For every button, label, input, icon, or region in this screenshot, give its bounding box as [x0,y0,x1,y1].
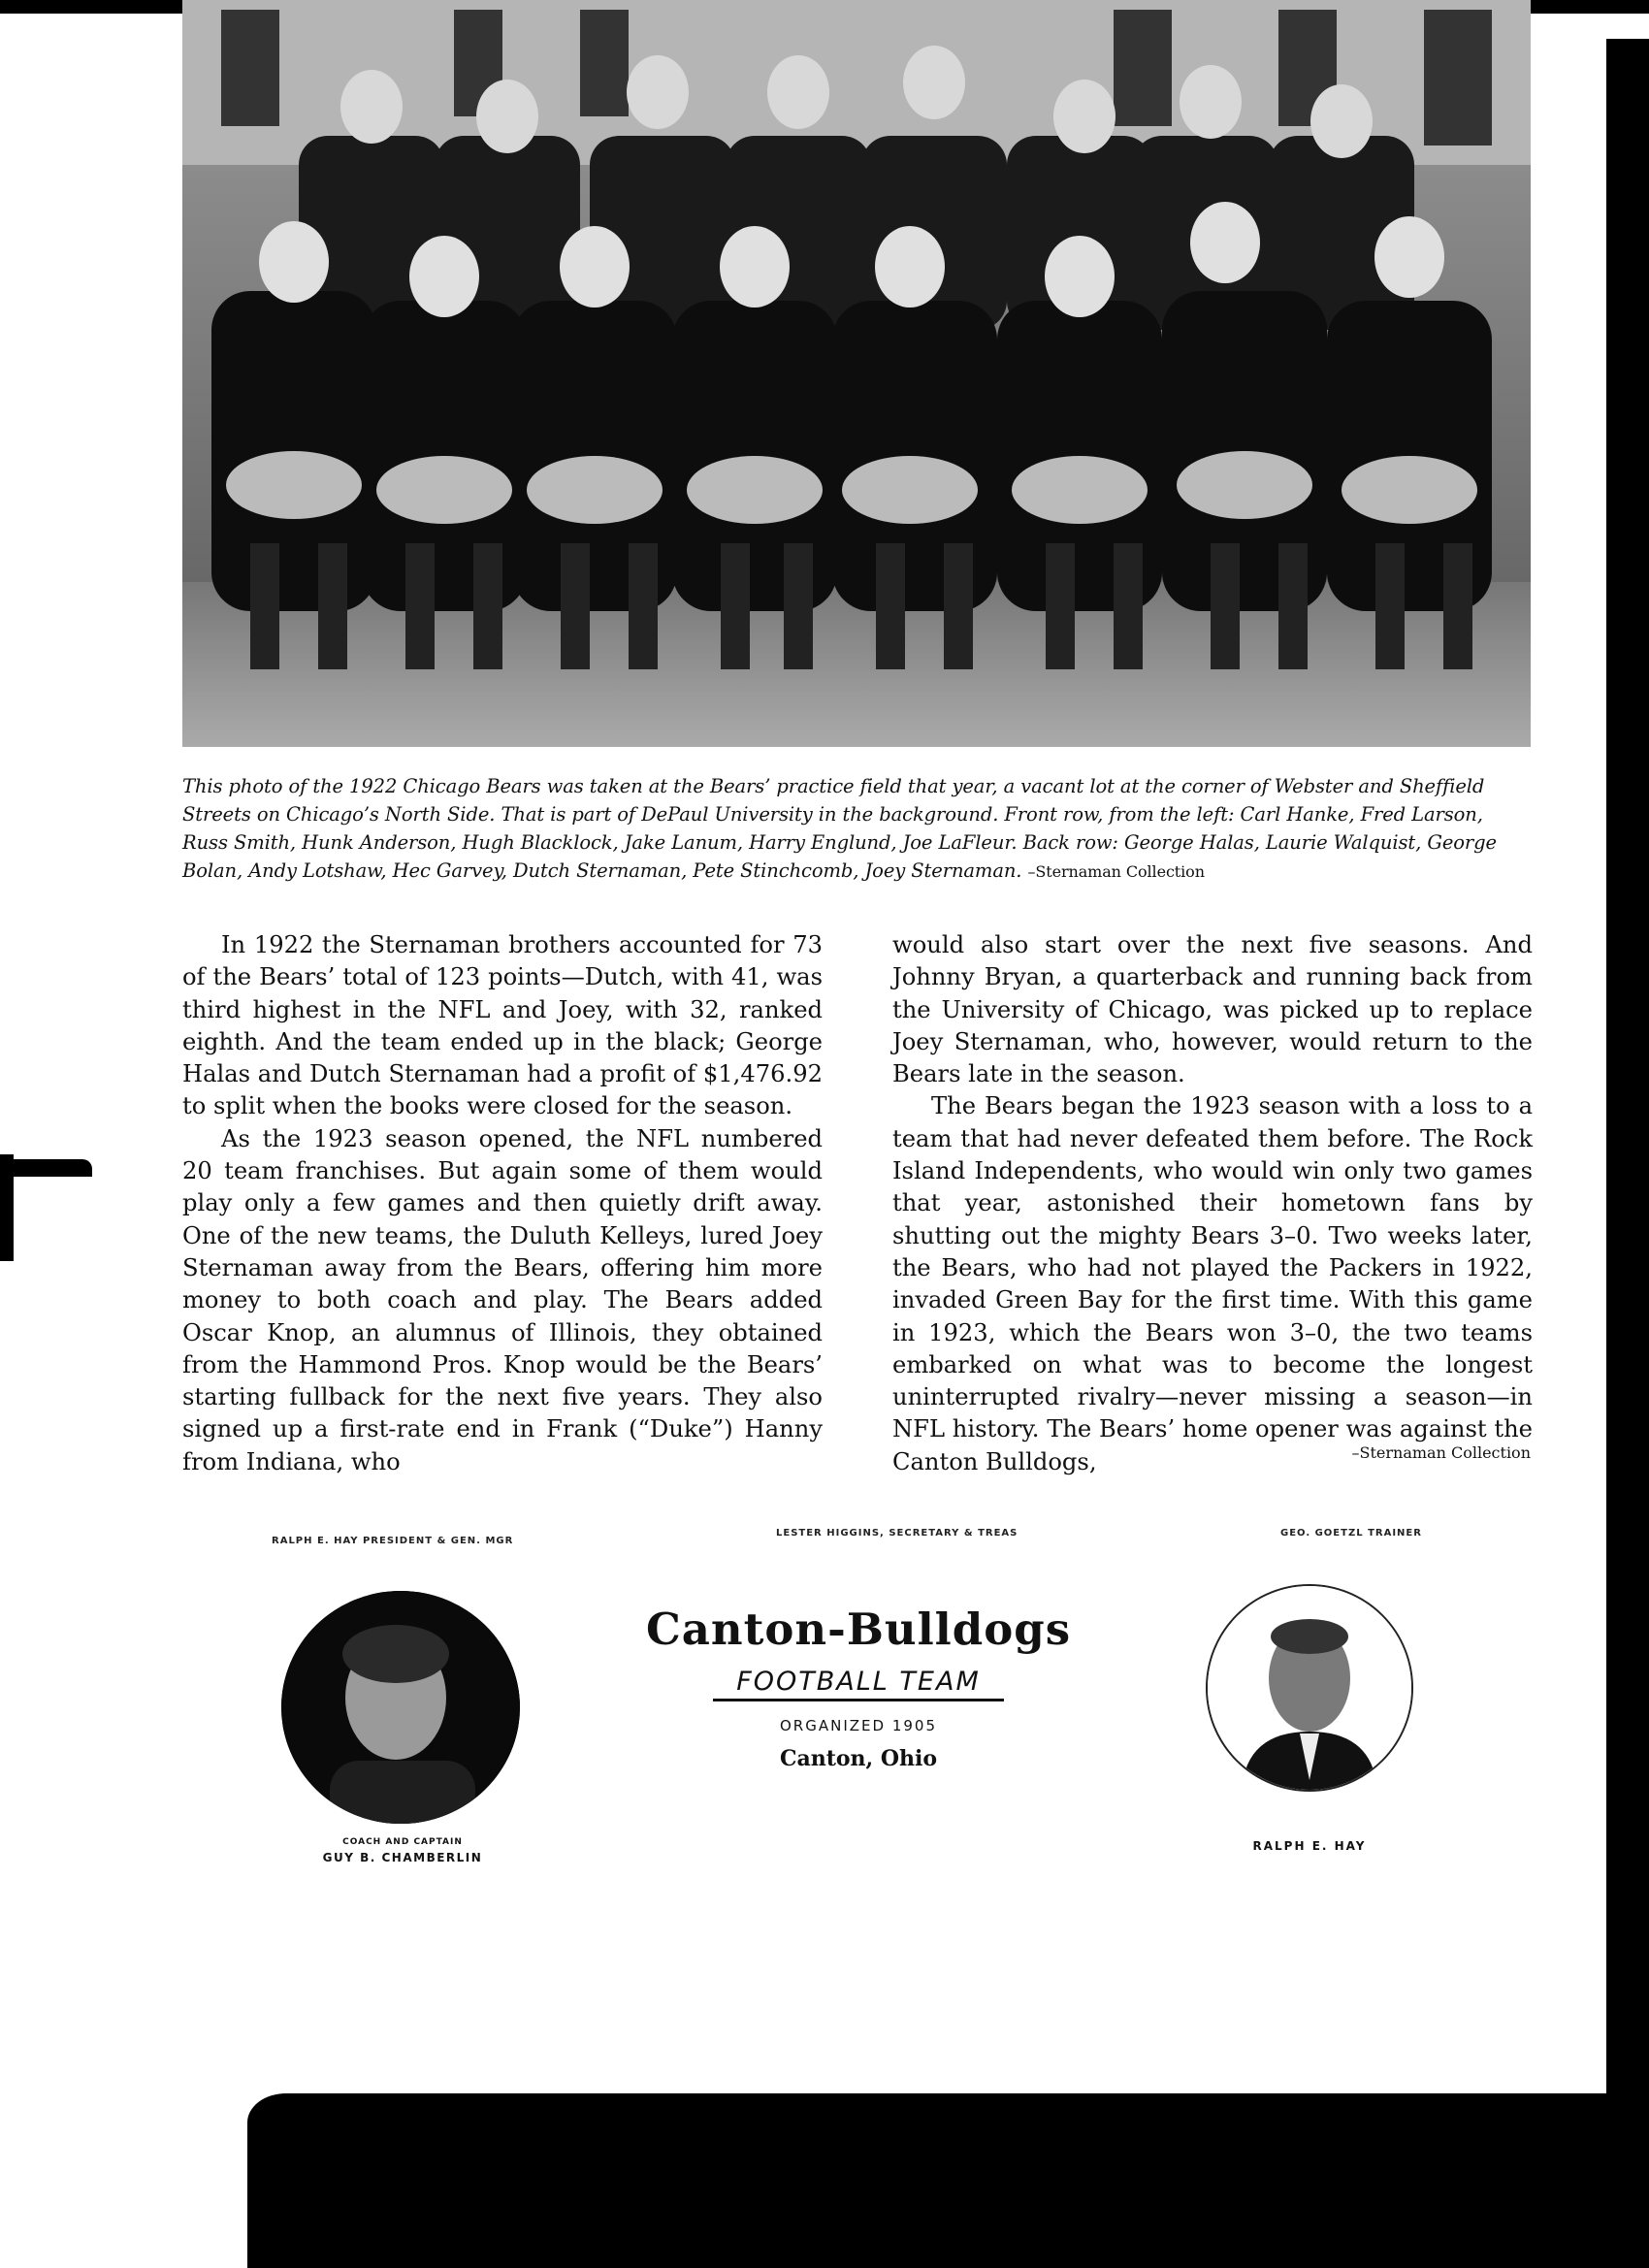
caption-credit: –Sternaman Collection [1027,862,1205,881]
letterhead-secretary: LESTER HIGGINS, SECRETARY & TREAS [776,1528,1018,1539]
paragraph: would also start over the next five seasons. And Johnny Bryan, a quarterback and running back from the University of Chicago, was picked up to replace Joey Sternaman, who, however, would return to the Bears late in the season. [892,931,1533,1088]
portrait-right-name: RALPH E. HAY [1252,1839,1367,1853]
portrait-chamberlin [281,1591,520,1824]
scan-edge-bottom [247,2093,1649,2268]
letterhead-title: Canton-Bulldogs [645,1604,1072,1655]
paragraph: In 1922 the Sternaman brothers accounted for 73 of the Bears’ total of 123 points—Dutch, with 41, was third highest in the NFL and Joey, with 32, ranked eighth. And the team ended up in the black; George Halas and Dutch Sternaman had a profit of $1,476.92 to split when the books were closed for the season. [182,931,823,1120]
paragraph: As the 1923 season opened, the NFL numbered 20 team franchises. But again some of them would play only a few games and then quietly drift away. One of the new teams, the Duluth Kelleys, lured Joey Sternaman away from the Bears, offering him more money to both coach and play. The Bears added Oscar Knop, an alumnus of Illinois, they obtained from the Hammond Pros. Knop would be the Bears’ starting fullback for the next five years. They also signed up a first-rate end in Frank (“Duke”) Hanny from Indiana, who [182,1124,823,1475]
letterhead-president: RALPH E. HAY PRESIDENT & GEN. MGR [272,1536,514,1546]
scan-mark-flag [0,1159,92,1177]
letterhead-subtitle: FOOTBALL TEAM [713,1667,1004,1701]
caption-text: This photo of the 1922 Chicago Bears was taken at the Bears’ practice field that year, a vacant lot at the corner of Webster and Sheffield Streets on Chicago’s North Side. That is part of DePaul University in the background. Front row, from the left: Carl Hanke, Fred Larson, Russ Smith, Hunk Anderson, Hugh Blacklock, Jake Lanum, Harry Englund, Joe LaFleur. Back row: George Halas, Laurie Walquist, George Bolan, Andy Lotshaw, Hec Garvey, Dutch Sternaman, Pete Stinchcomb, Joey Sternaman. [182,775,1497,882]
portrait-left-role: COACH AND CAPTAIN [342,1837,463,1847]
paragraph: The Bears began the 1923 season with a loss to a team that had never defeated them before. The Rock Island Independents, who would win only two games that year, astonished their hometown fans by shutting out the mighty Bears 3–0. Two weeks later, the Bears, who had not played the Packers in 1922, invaded Green Bay for the first time. With this game in 1923, which the Bears won 3–0, the two teams embarked on what was to become the longest uninterrupted rivalry—never missing a season—in NFL history. The Bears’ home opener was against the Canton Bulldogs, [892,1092,1533,1475]
letterhead-organized: ORGANIZED 1905 [779,1717,937,1734]
scan-edge-right [1606,39,1649,2095]
team-photo [182,0,1531,747]
letterhead-trainer: GEO. GOETZL TRAINER [1280,1528,1422,1539]
photo-caption [182,772,1531,886]
body-column-left [182,929,823,1478]
letterhead-credit: –Sternaman Collection [1351,1443,1531,1462]
portrait-hay [1206,1584,1413,1792]
body-column-right [892,929,1533,1478]
portrait-left-name: GUY B. CHAMBERLIN [322,1851,483,1864]
letterhead-city: Canton, Ohio [779,1746,938,1771]
